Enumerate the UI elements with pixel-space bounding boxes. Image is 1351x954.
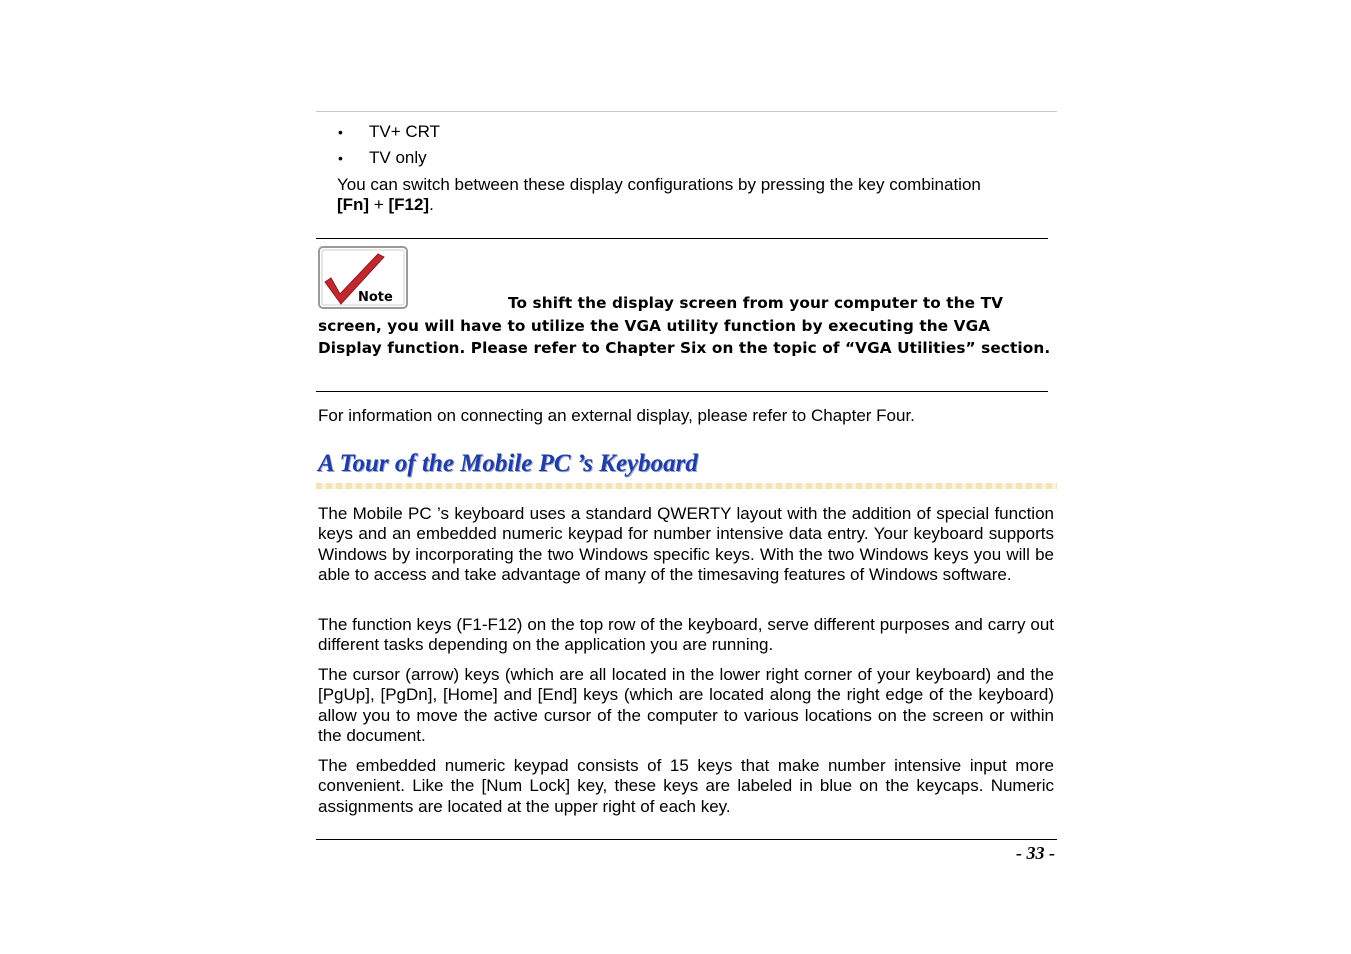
list-item-text: TV only <box>369 148 427 167</box>
bullet-dot: • <box>338 150 343 166</box>
paragraph: The function keys (F1-F12) on the top row of the keyboard, serve different purposes and carry out different tasks depending on the application you are running. <box>318 615 1054 655</box>
note-rule-top <box>316 238 1048 239</box>
section-heading: A Tour of the Mobile PC ’s Keyboard <box>318 450 698 477</box>
key-f12: [F12] <box>388 195 430 215</box>
note-icon-label: Note <box>358 290 393 305</box>
note-text <box>318 292 1053 360</box>
paragraph: The cursor (arrow) keys (which are all located in the lower right corner of your keyboard) and the [PgUp], [PgDn], [Home] and [End] keys (which are located along the right edge of the keyboard) allow you to move the active cursor of the computer to various locations on the screen or within the document. <box>318 665 1054 745</box>
sentence-period: . <box>429 195 434 215</box>
header-rule <box>316 111 1057 112</box>
note-text-rest: screen, you will have to utilize the VGA utility function by executing the VGA Display function. Please refer to Chapter Six on the topic of “VGA Utilities” section. <box>318 316 1051 358</box>
note-text-first-line: To shift the display screen from your computer to the TV <box>508 294 1004 312</box>
heading-underline <box>316 483 1057 489</box>
paragraph: The embedded numeric keypad consists of 15 keys that make number intensive input more convenient. Like the [Num Lock] key, these keys are labeled in blue on the keycaps. Numeric assignments are located at the upper right of each key. <box>318 756 1054 816</box>
bullet-dot: • <box>338 124 343 140</box>
switch-text: You can switch between these display configurations by pressing the key combination <box>337 175 981 194</box>
key-plus: + <box>369 195 389 215</box>
external-display-text: For information on connecting an external display, please refer to Chapter Four. <box>318 406 915 425</box>
paragraph: The Mobile PC ’s keyboard uses a standard QWERTY layout with the addition of special function keys and an embedded numeric keypad for number intensive data entry. Your keyboard supports Windows by incorporating the two Windows specific keys. With the two Windows keys you will be able to access and take advantage of many of the timesaving features of Windows software. <box>318 504 1054 584</box>
list-item <box>338 122 441 142</box>
list-item-text: TV+ CRT <box>369 122 441 141</box>
note-rule-bottom <box>316 391 1048 392</box>
key-fn: [Fn] <box>337 195 370 215</box>
list-item <box>338 148 427 168</box>
footer-rule <box>316 839 1057 840</box>
switch-instructions <box>337 175 1047 216</box>
page-number: - 33 - <box>1016 843 1055 863</box>
